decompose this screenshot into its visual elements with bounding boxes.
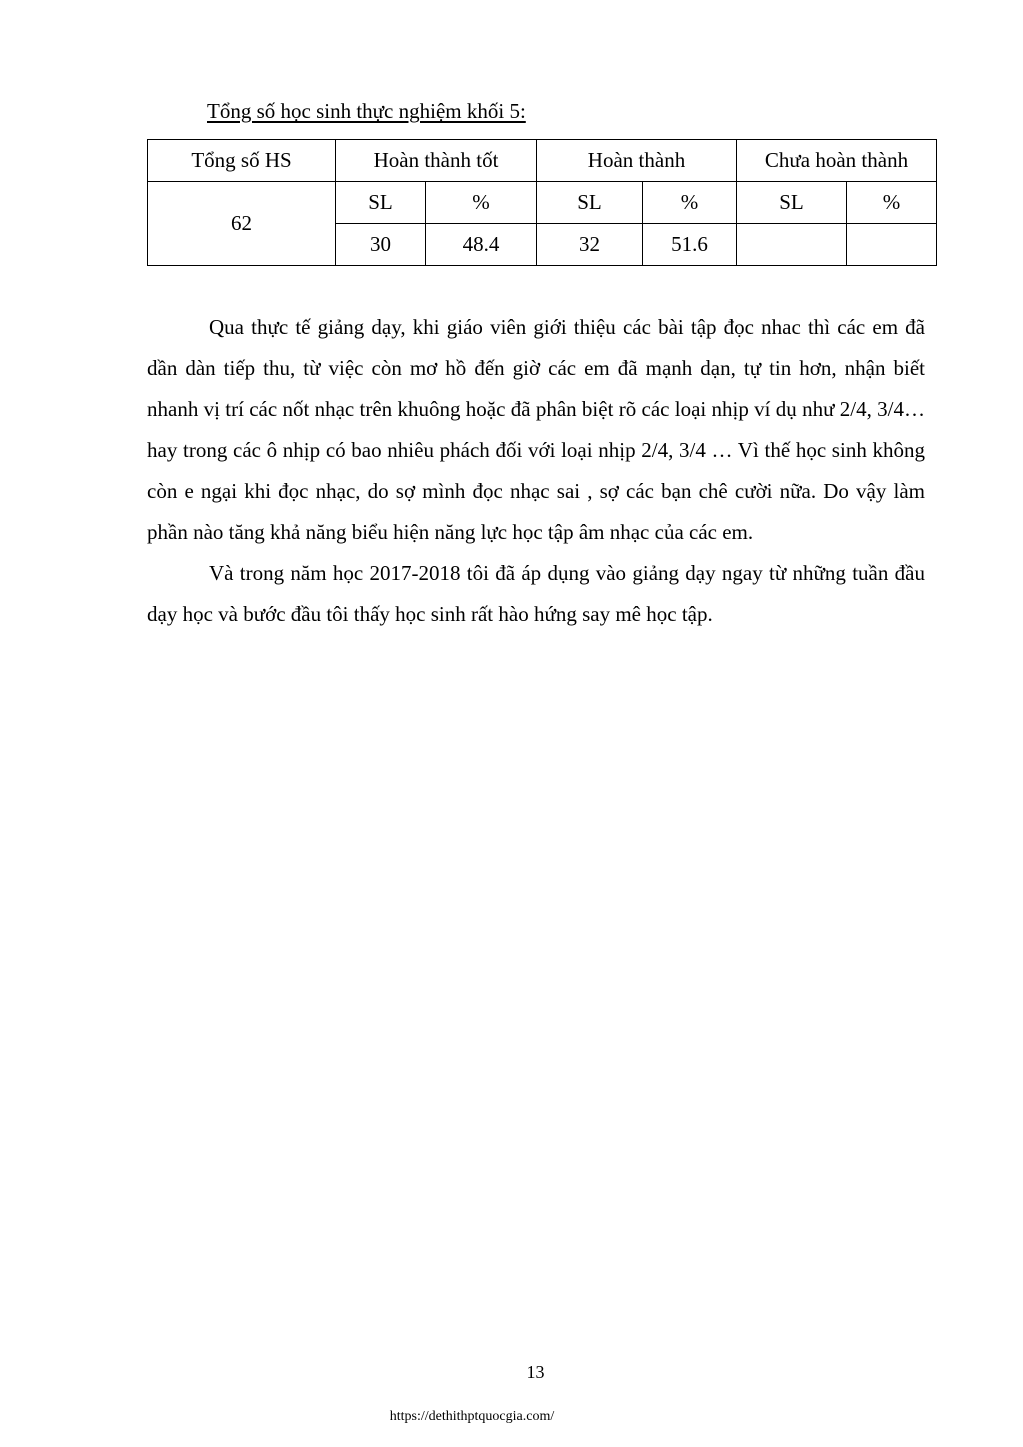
table-subheader-row xyxy=(148,182,937,224)
header-not-completed: Chưa hoàn thành xyxy=(737,140,937,182)
subheader-cell: % xyxy=(426,182,537,224)
header-total-students: Tổng số HS xyxy=(148,140,336,182)
subheader-cell: SL xyxy=(537,182,643,224)
footer-url: https://dethithptquocgia.com/ xyxy=(389,1409,555,1424)
value-cell: 30 xyxy=(336,224,426,266)
total-students-value: 62 xyxy=(148,182,336,266)
value-cell xyxy=(737,224,847,266)
value-cell: 48.4 xyxy=(426,224,537,266)
paragraph: Qua thực tế giảng dạy, khi giáo viên giới thiệu các bài tập đọc nhac thì các em đã dần dàn tiếp thu, từ việc còn mơ hồ đến giờ các em đã mạnh dạn, tự tin hơn, nhận biết nhanh vị trí các nốt nhạc trên khuông hoặc đã phân biệt rõ các loại nhịp ví dụ như 2/4, 3/4… hay trong các ô nhịp có bao nhiêu phách đối với loại nhịp 2/4, 3/4 … Vì thế học sinh không còn e ngại khi đọc nhạc, do sợ mình đọc nhạc sai , sợ các bạn chê cười nữa. Do vậy làm phần nào tăng khả năng biểu hiện năng lực học tập âm nhạc của các em. xyxy=(147,315,925,544)
results-table xyxy=(147,139,937,266)
value-cell: 32 xyxy=(537,224,643,266)
subheader-cell: % xyxy=(643,182,737,224)
paragraph: Và trong năm học 2017-2018 tôi đã áp dụng vào giảng dạy ngay từ những tuần đầu dạy học và bước đầu tôi thấy học sinh rất hào hứng say mê học tập. xyxy=(147,561,925,626)
header-completed: Hoàn thành xyxy=(537,140,737,182)
subheader-cell: SL xyxy=(336,182,426,224)
body-text xyxy=(147,307,925,635)
value-cell xyxy=(847,224,937,266)
subheader-cell: SL xyxy=(737,182,847,224)
page-number: 13 xyxy=(526,1362,545,1382)
subheader-cell: % xyxy=(847,182,937,224)
table-header-row xyxy=(148,140,937,182)
header-excellent: Hoàn thành tốt xyxy=(336,140,537,182)
table-caption: Tổng số học sinh thực nghiệm khối 5: xyxy=(207,99,526,123)
value-cell: 51.6 xyxy=(643,224,737,266)
